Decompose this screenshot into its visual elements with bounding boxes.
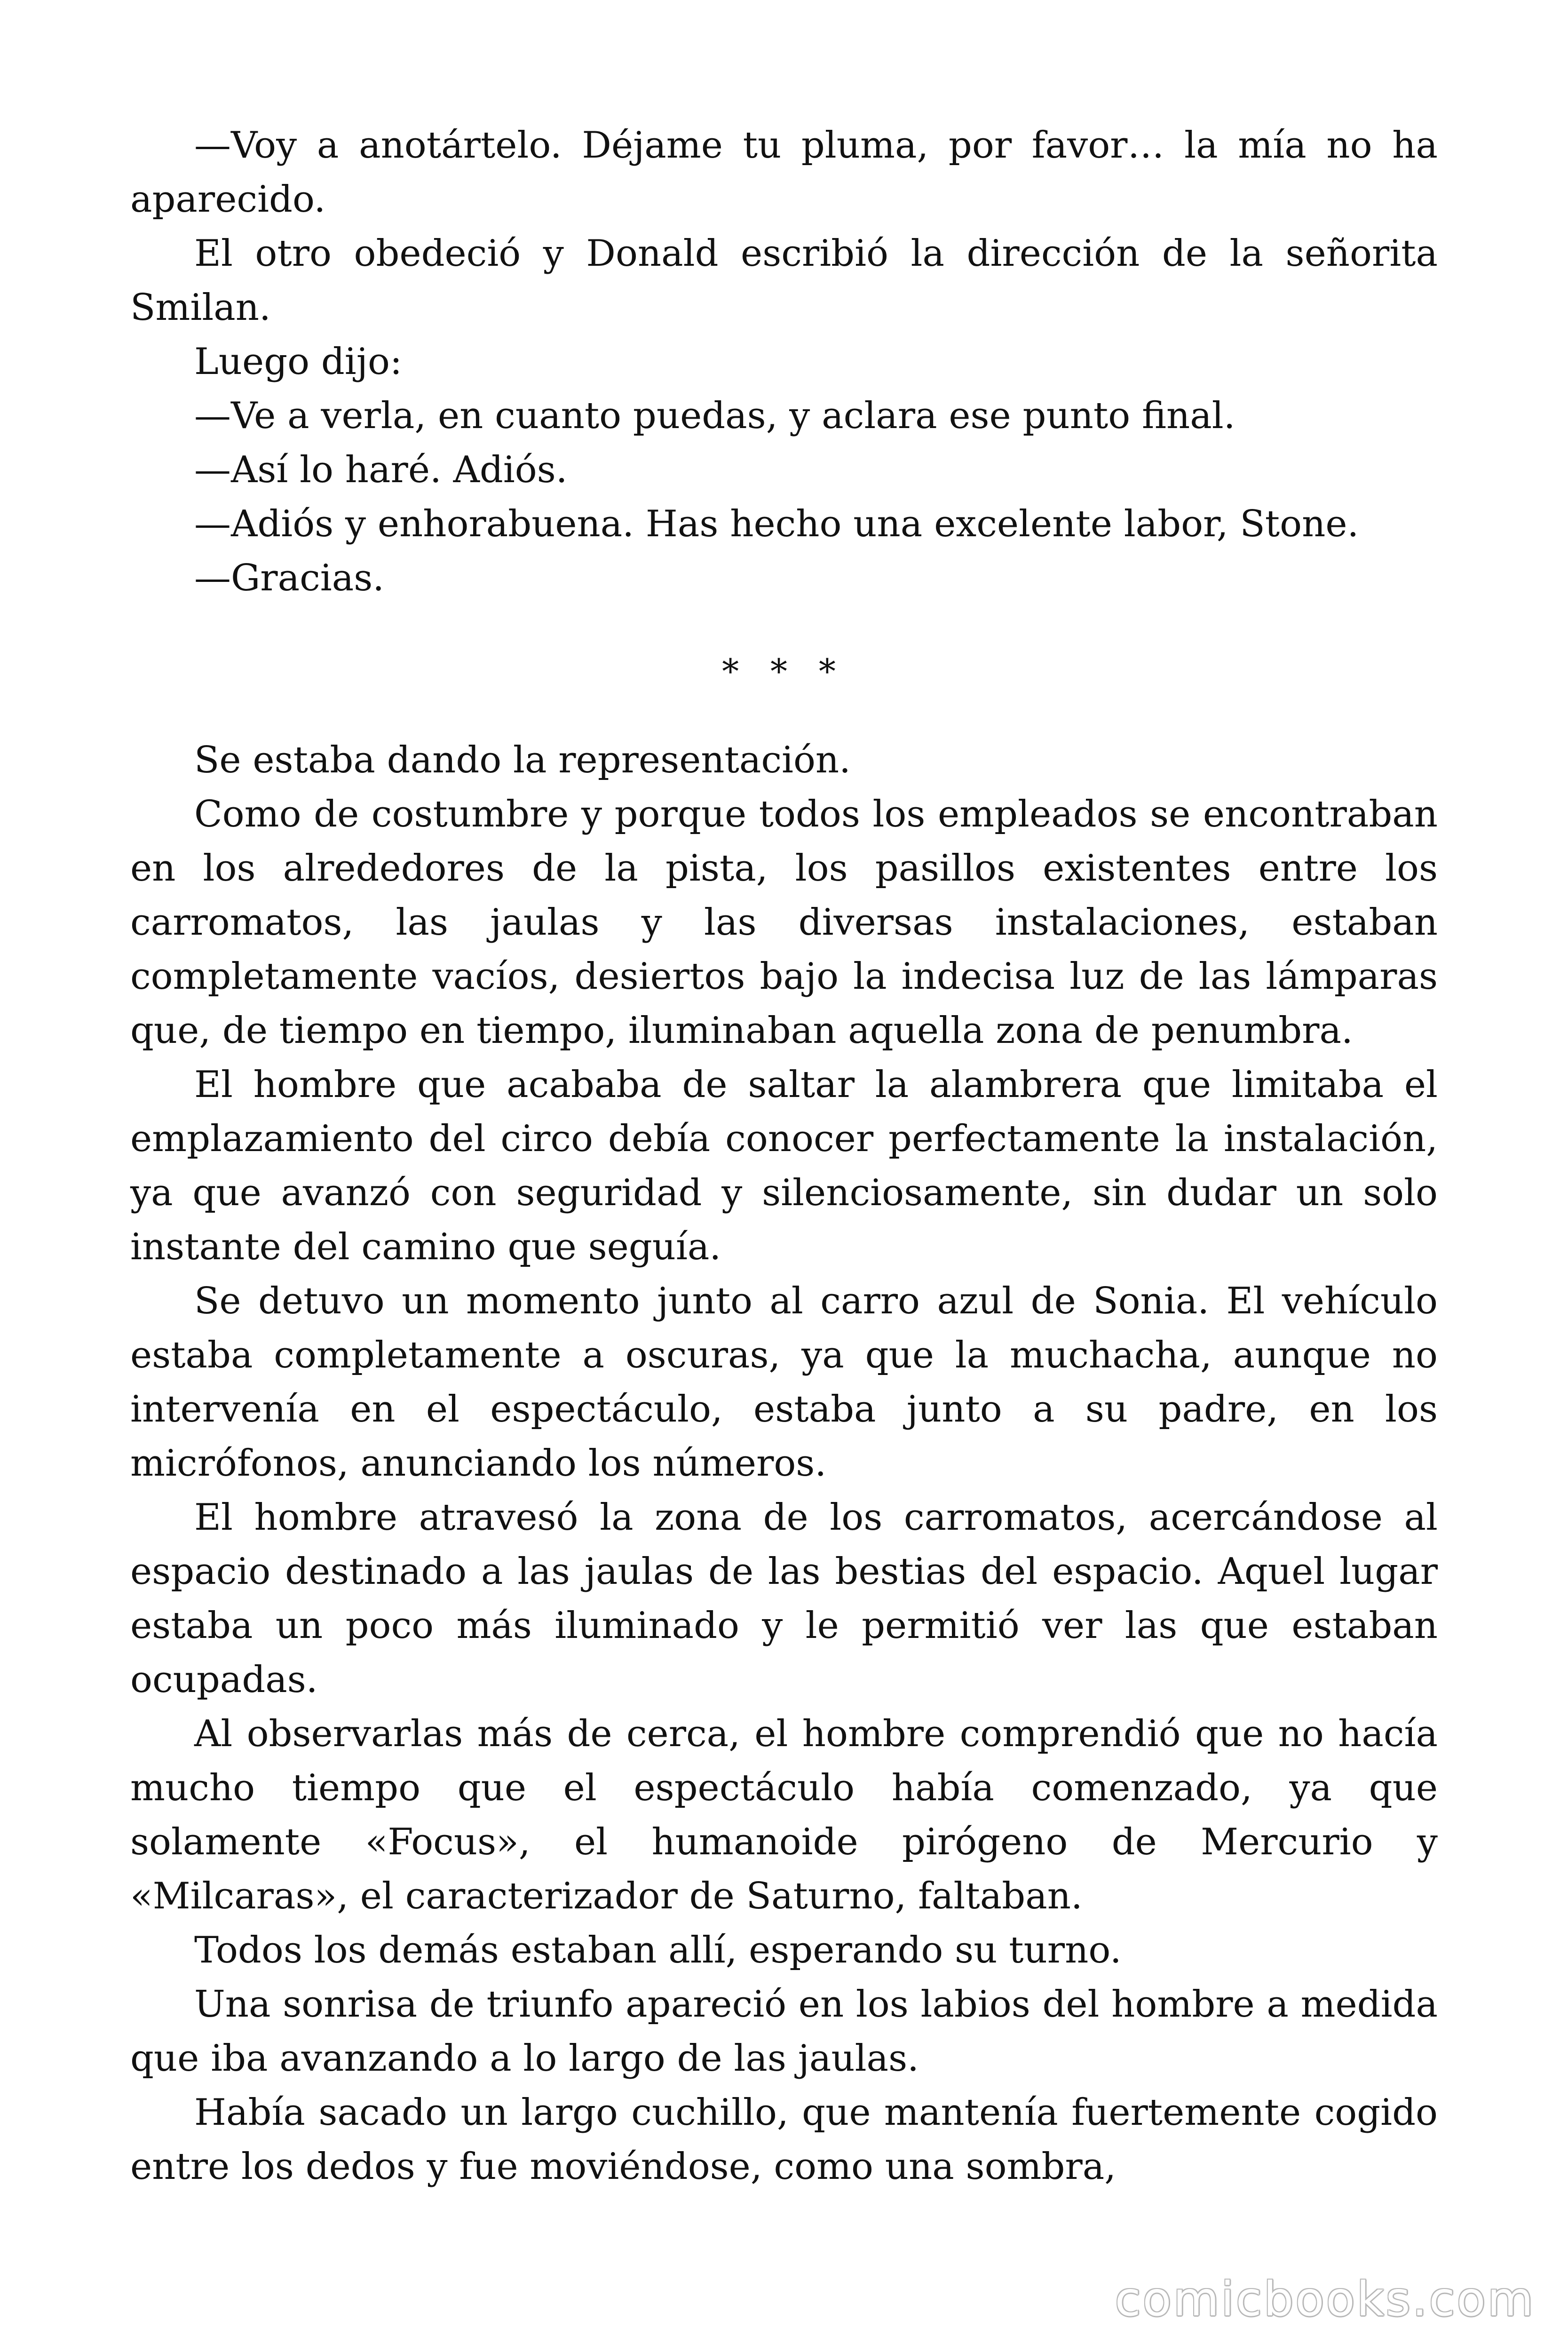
paragraph: —Gracias. [194,557,385,599]
book-page [130,119,1438,2282]
paragraph: Al observarlas más de cerca, el hombre comprendió que no hacía mucho tiempo que el espectáculo había comenzado, ya que solamente «Focus», el humanoide pirógeno de Mercurio y «Milcaras», el caracterizador de Saturno, faltaban. [130,1713,1438,1917]
paragraph: Como de costumbre y porque todos los empleados se encontraban en los alrededores de la pista, los pasillos existentes entre los carromatos, las jaulas y las diversas instalaciones, estaban completamente vacíos, desiertos bajo la indecisa luz de las lámparas que, de tiempo en tiempo, iluminaban aquella zona de penumbra. [130,793,1438,1052]
paragraph: Todos los demás estaban allí, esperando su turno. [194,1929,1122,1971]
paragraph: Luego dijo: [194,341,403,383]
paragraph: El hombre atravesó la zona de los carromatos, acercándose al espacio destinado a las jaulas de las bestias del espacio. Aquel lugar estaba un poco más iluminado y le permitió ver las que estaban ocupadas. [130,1496,1438,1701]
paragraph: El otro obedeció y Donald escribió la dirección de la señorita Smilan. [130,232,1438,329]
section-separator: * * * [722,652,846,691]
paragraph: —Así lo haré. Adiós. [194,449,568,491]
paragraph: —Ve a verla, en cuanto puedas, y aclara ese punto final. [194,395,1235,437]
paragraph: Se estaba dando la representación. [194,739,851,781]
paragraph: Se detuvo un momento junto al carro azul de Sonia. El vehículo estaba completamente a oscuras, ya que la muchacha, aunque no intervenía en el espectáculo, estaba junto a su padre, en los micrófonos, anunciando los números. [130,1280,1438,1485]
paragraph: El hombre que acababa de saltar la alambrera que limitaba el emplazamiento del circo debía conocer perfectamente la instalación, ya que avanzó con seguridad y silenciosamente, sin dudar un solo instante del camino que seguía. [130,1064,1438,1268]
watermark: comicbooks.com [1115,2272,1535,2327]
paragraph: —Voy a anotártelo. Déjame tu pluma, por favor… la mía no ha aparecido. [130,124,1438,221]
paragraph: Había sacado un largo cuchillo, que mantenía fuertemente cogido entre los dedos y fue moviéndose, como una sombra, [130,2091,1438,2188]
paragraph: —Adiós y enhorabuena. Has hecho una excelente labor, Stone. [194,503,1359,545]
paragraph: Una sonrisa de triunfo apareció en los labios del hombre a medida que iba avanzando a lo largo de las jaulas. [130,1983,1438,2080]
